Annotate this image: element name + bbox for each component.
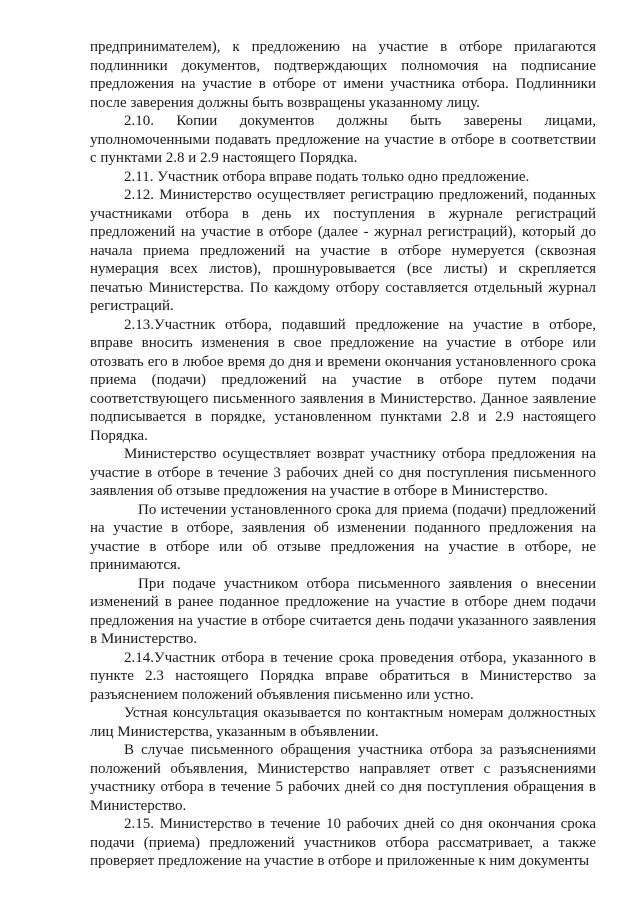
paragraph-amendment-date: При подаче участником отбора письменного заявления о внесении изменений в ранее поданное предложение на участие в отборе днем подачи предложения на участие в отборе считается день подачи указанного заявления в Министерство.: [90, 575, 596, 647]
paragraph-2-12: 2.12. Министерство осуществляет регистрацию предложений, поданных участниками отбора в день их поступления в журнале регистраций предложений на участие в отборе (далее - журнал регистраций), который до начала приема предложений на участие в отборе нумеруется (сквозная нумерация всех листов), прошнуровывается (все листы) и скрепляется печатью Министерства. По каждому отбору составляется отдельный журнал регистраций.: [90, 187, 596, 314]
paragraph-written-request: В случае письменного обращения участника отбора за разъяснениями положений объявления, Министерство направляет ответ с разъяснениями участнику отбора в течение 5 рабочих дней со дня поступления обращения в Министерство.: [90, 742, 596, 814]
paragraph-continuation: предпринимателем), к предложению на участие в отборе прилагаются подлинники документов, подтверждающих полномочия на подписание предложения на участие в отборе от имени участника отбора. Подлинники после заверения должны быть возвращены указанному лицу.: [90, 39, 596, 111]
document-body: [90, 38, 596, 871]
paragraph-return-proposal: Министерство осуществляет возврат участнику отбора предложения на участие в отборе в течение 3 рабочих дней со дня поступления письменного заявления об отзыве предложения на участие в отборе в Министерство.: [90, 446, 596, 499]
paragraph-2-10: 2.10. Копии документов должны быть заверены лицами, уполномоченными подавать предложение на участие в отборе в соответствии с пунктами 2.8 и 2.9 настоящего Порядка.: [90, 113, 596, 166]
paragraph-2-13: 2.13.Участник отбора, подавший предложение на участие в отборе, вправе вносить изменения в свое предложение на участие в отборе или отозвать его в любое время до дня и времени окончания установленного срока приема (подачи) предложений на участие в отборе путем подачи соответствующего письменного заявления в Министерство. Данное заявление подписывается в порядке, установленном пунктами 2.8 и 2.9 настоящего Порядка.: [90, 316, 596, 444]
paragraph-2-11: 2.11. Участник отбора вправе подать только одно предложение.: [124, 168, 530, 185]
paragraph-2-14: 2.14.Участник отбора в течение срока проведения отбора, указанного в пункте 2.3 настоящего Порядка вправе обратиться в Министерство за разъяснением положений объявления письменно или устно.: [90, 649, 596, 703]
paragraph-2-15: 2.15. Министерство в течение 10 рабочих дней со дня окончания срока подачи (приема) предложений участников отбора рассматривает, а также проверяет предложение на участие в отборе и приложенные к ним документы: [90, 816, 596, 869]
paragraph-oral-consultation: Устная консультация оказывается по контактным номерам должностных лиц Министерства, указанным в объявлении.: [90, 705, 596, 740]
paragraph-after-deadline: По истечении установленного срока для приема (подачи) предложений на участие в отборе, заявления об изменении поданного предложения на участие в отборе или об отзыве предложения на участие в отборе, не принимаются.: [90, 501, 596, 573]
